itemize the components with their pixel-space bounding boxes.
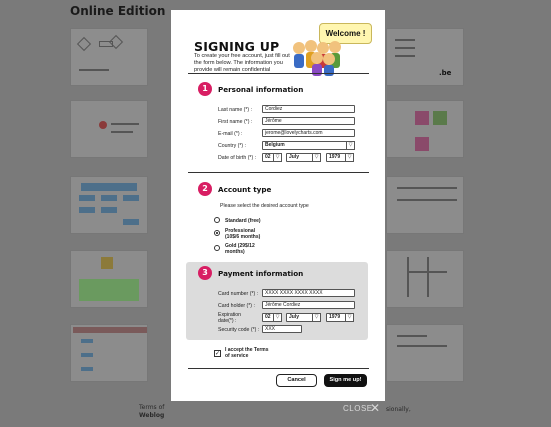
exp-month-select[interactable]: July (286, 313, 313, 322)
gallery-thumbnail[interactable] (70, 100, 148, 158)
security-code-field[interactable]: XXX (262, 325, 302, 333)
background-title: Online Edition (70, 4, 166, 18)
chevron-down-icon[interactable]: ▽ (312, 313, 321, 322)
terms-checkbox[interactable]: ✓ (215, 350, 221, 357)
radio-label-professional: Professional (10$/6 months) (225, 228, 261, 240)
people-illustration-icon (289, 36, 353, 76)
first-name-field[interactable]: Jérôme (262, 117, 355, 125)
gallery-thumbnail[interactable] (386, 176, 464, 234)
radio-gold[interactable] (214, 245, 220, 251)
last-name-field[interactable]: Cordiez (262, 105, 355, 113)
first-name-label: First name (*) : (218, 119, 253, 125)
chevron-down-icon[interactable]: ▽ (273, 313, 282, 322)
footer-weblog[interactable]: Weblog (139, 412, 165, 419)
dob-label: Date of birth (*) : (218, 155, 257, 161)
email-field[interactable]: jerome@lovelycharts.com (262, 129, 355, 137)
welcome-bubble: Welcome ! (319, 23, 372, 44)
card-holder-label: Card holder (*) : (218, 303, 255, 309)
expiration-label: Expiration date(*) : (218, 312, 242, 324)
card-number-field[interactable]: XXXX XXXX XXXX XXXX (262, 289, 355, 297)
close-button[interactable]: CLOSE (343, 404, 373, 413)
chevron-down-icon[interactable]: ▽ (345, 153, 354, 162)
exp-year-select[interactable]: 1979 (326, 313, 346, 322)
footer-terms[interactable]: Terms of (139, 404, 165, 411)
sign-up-button[interactable]: Sign me up! (324, 374, 367, 387)
country-label: Country (*) : (218, 143, 246, 149)
card-holder-field[interactable]: Jérôme Cordiez (262, 301, 355, 309)
thumbnail-badge: .be (439, 69, 452, 77)
gallery-thumbnail[interactable] (386, 250, 464, 308)
email-label: E-mail (*) : (218, 131, 243, 137)
background-footer (139, 404, 164, 420)
footer-divider (188, 368, 369, 369)
chevron-down-icon[interactable]: ▽ (312, 153, 321, 162)
gallery-thumbnail[interactable] (70, 250, 148, 308)
dob-year-select[interactable]: 1979 (326, 153, 346, 162)
section-title-payment: Payment information (218, 269, 304, 278)
radio-standard[interactable] (214, 217, 220, 223)
chevron-down-icon[interactable]: ▽ (345, 313, 354, 322)
exp-day-select[interactable]: 02 (262, 313, 274, 322)
section-divider (188, 172, 369, 173)
gallery-thumbnail[interactable] (70, 28, 148, 86)
last-name-label: Last name (*) : (218, 107, 253, 113)
card-number-label: Card number (*) : (218, 291, 259, 297)
dob-month-select[interactable]: July (286, 153, 313, 162)
header-divider (188, 73, 369, 74)
section-title-account: Account type (218, 185, 272, 194)
radio-professional[interactable] (214, 230, 220, 236)
section-number: 2 (198, 182, 212, 196)
section-number: 1 (198, 82, 212, 96)
chevron-down-icon[interactable]: ▽ (273, 153, 282, 162)
section-number: 3 (198, 266, 212, 280)
country-select[interactable]: Belgium (262, 141, 347, 150)
section-title-personal: Personal information (218, 85, 304, 94)
radio-label-gold: Gold (29$/12 months) (225, 243, 255, 255)
security-code-label: Security code (*) : (218, 327, 260, 333)
gallery-thumbnail[interactable] (386, 100, 464, 158)
modal-title: SIGNING UP (194, 39, 280, 54)
dob-day-select[interactable]: 02 (262, 153, 274, 162)
gallery-thumbnail[interactable] (386, 28, 464, 86)
cancel-button[interactable]: Cancel (276, 374, 317, 387)
gallery-thumbnail[interactable] (386, 324, 464, 382)
terms-label[interactable]: I accept the Terms of service (225, 347, 269, 359)
gallery-thumbnail[interactable] (70, 176, 148, 234)
account-instruction: Please select the desired account type (220, 203, 309, 209)
close-icon[interactable]: ✕ (370, 401, 381, 415)
chevron-down-icon[interactable]: ▽ (346, 141, 355, 150)
signup-modal (171, 10, 385, 401)
radio-label-standard: Standard (free) (225, 218, 261, 224)
gallery-thumbnail[interactable] (70, 324, 148, 382)
background-footer-text: sionally, (386, 406, 411, 413)
modal-intro: To create your free account, just fill out the form below. The information you provide will remain confidential (194, 53, 290, 73)
